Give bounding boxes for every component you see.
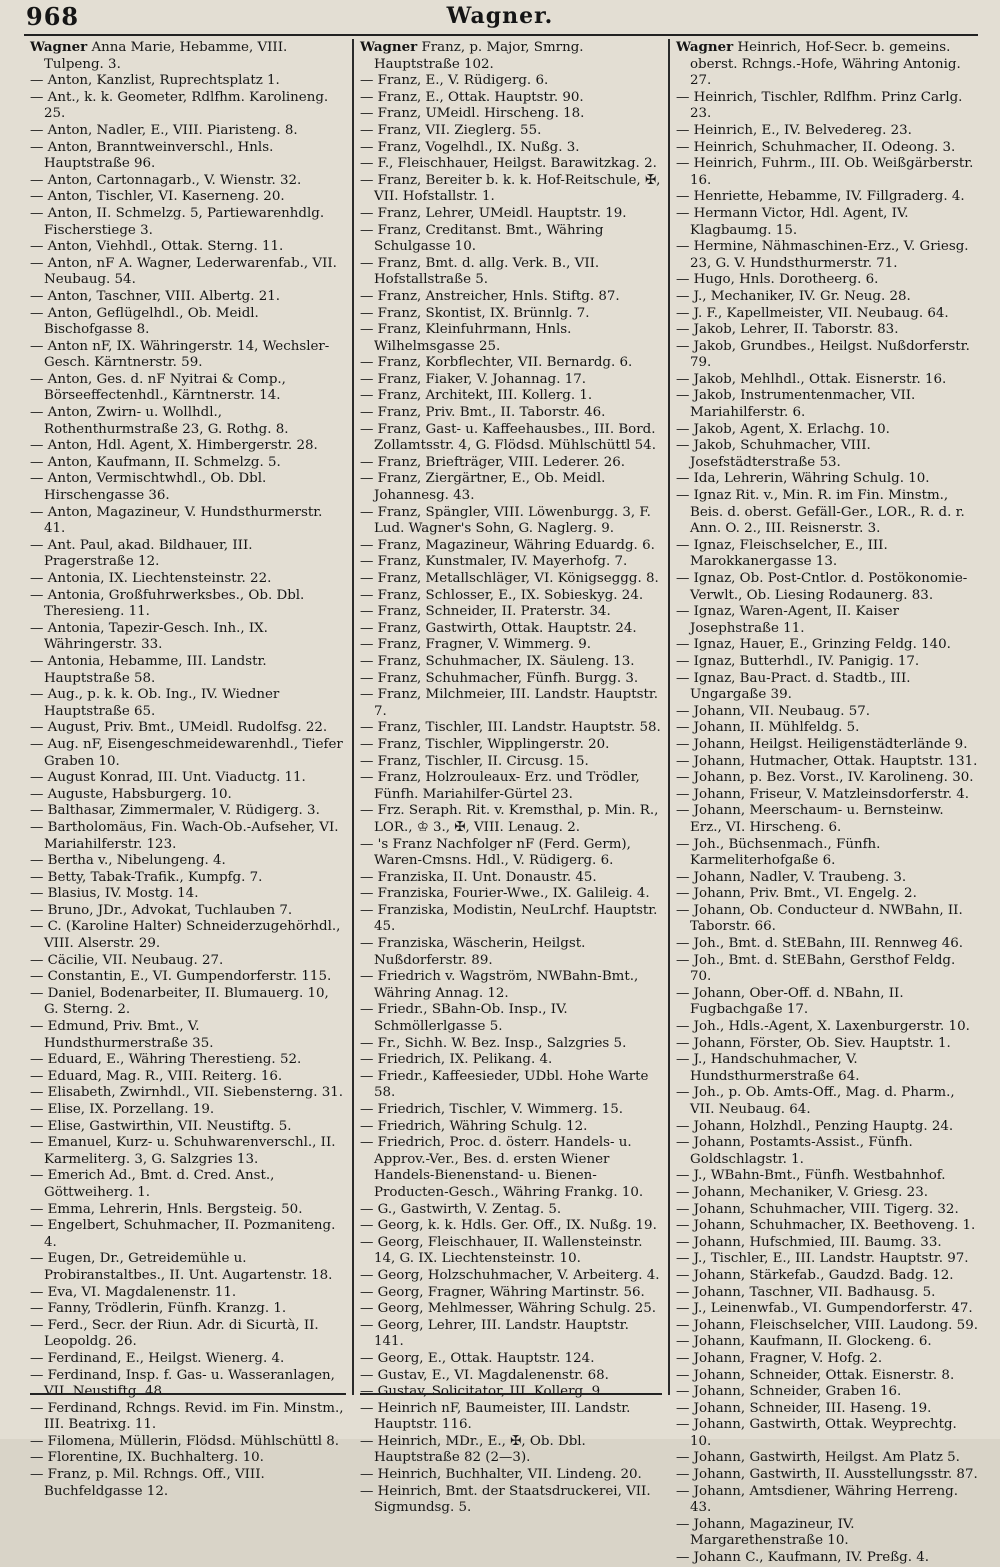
directory-entry: — Johann, Amtsdiener, Währing Herreng. 43. — [676, 1483, 958, 1516]
directory-entry: — Franz, Lehrer, UMeidl. Hauptstr. 19. — [360, 205, 627, 221]
directory-entry: — Jakob, Agent, X. Erlachg. 10. — [676, 421, 890, 437]
directory-entry: — Anton, Taschner, VIII. Albertg. 21. — [30, 288, 281, 304]
directory-entry: — Aug., p. k. k. Ob. Ing., IV. Wiedner Hauptstraße 65. — [30, 687, 280, 719]
directory-entry: — Heinrich, MDr., E., ✠, Ob. Dbl. Hauptstraße 82 (2—3). — [360, 1433, 586, 1466]
directory-entry: — Franz, Bereiter b. k. k. Hof-Reitschule, ✠, VII. Hofstallstr. 1. — [360, 172, 661, 205]
directory-entry: — Ferdinand, Rchngs. Revid. im Fin. Minstm., III. Beatrixg. 11. — [30, 1400, 344, 1433]
directory-entry: — Franziska, II. Unt. Donaustr. 45. — [360, 869, 597, 885]
directory-entry: — Franz, Holzrouleaux- Erz. und Trödler, Fünfh. Mariahilfer-Gürtel 23. — [360, 770, 640, 802]
directory-entry: — Joh., p. Ob. Amts-Off., Mag. d. Pharm., VII. Neubaug. 64. — [676, 1085, 955, 1117]
directory-entry: — J., Handschuhmacher, V. Hundsthurmerstraße 64. — [676, 1052, 860, 1084]
directory-entry: — Hermann Victor, Hdl. Agent, IV. Klagbaumg. 15. — [676, 205, 909, 238]
directory-entry: — Franz, Fiaker, V. Johannag. 17. — [360, 371, 587, 387]
column-end-rule — [360, 1393, 662, 1395]
directory-entry: — Friedrich, Tischler, V. Wimmerg. 15. — [360, 1102, 624, 1117]
directory-entry: — 's Franz Nachfolger nF (Ferd. Germ), Waren-Cmsns. Hdl., V. Rüdigerg. 6. — [360, 836, 631, 869]
directory-entry: — Johann, Schneider, Graben 16. — [676, 1384, 902, 1400]
directory-entry: — Friedrich, IX. Pelikang. 4. — [360, 1052, 553, 1068]
directory-entry: — Cäcilie, VII. Neubaug. 27. — [30, 952, 224, 968]
column-divider — [668, 39, 670, 1395]
directory-entry: — Ignaz, Bau-Pract. d. Stadtb., III. Ungargaße 39. — [676, 670, 911, 703]
directory-entry: — Ferdinand, Insp. f. Gas- u. Wasseranlagen, VII. Neustiftg. 48. — [30, 1367, 335, 1400]
directory-entry: — Ant., k. k. Geometer, Rdlfhm. Karolineng. 25. — [30, 89, 329, 122]
directory-entry: — Georg, Holzschuhmacher, V. Arbeiterg. 4. — [360, 1267, 660, 1283]
directory-entry: — Anton, Kaufmann, II. Schmelzg. 5. — [30, 454, 281, 470]
directory-entry: — Filomena, Müllerin, Flödsd. Mühlschüttl 8. — [30, 1433, 340, 1449]
directory-entry: — August Konrad, III. Unt. Viaductg. 11. — [30, 770, 306, 786]
directory-entry: — Johann, Meerschaum- u. Bernsteinw. Erz., VI. Hirscheng. 6. — [676, 803, 944, 835]
directory-entry: — Ignaz, Fleischselcher, E., III. Marokkanergasse 13. — [676, 537, 888, 570]
directory-entry: — Anton, Magazineur, V. Hundsthurmerstr. 41. — [30, 504, 323, 537]
running-head: Wagner. — [446, 3, 554, 29]
directory-entry: — Franz, Tischler, III. Landstr. Hauptstr. 58. — [360, 720, 661, 736]
directory-entry: — Franz, Milchmeier, III. Landstr. Hauptstr. 7. — [360, 687, 659, 719]
directory-entry: — Johann, Gastwirth, Ottak. Weyprechtg. 10. — [676, 1417, 957, 1449]
directory-entry: — Franziska, Wäscherin, Heilgst. Nußdorferstr. 89. — [360, 936, 586, 968]
directory-entry: — Jakob, Mehlhdl., Ottak. Eisnerstr. 16. — [676, 371, 947, 387]
directory-entry: — Johann, Fragner, V. Hofg. 2. — [676, 1350, 883, 1366]
directory-entry: — Bruno, JDr., Advokat, Tuchlauben 7. — [30, 902, 293, 918]
directory-entry: — Johann, Förster, Ob. Siev. Hauptstr. 1. — [676, 1035, 951, 1051]
directory-entry: — Anton, Branntweinverschl., Hnls. Hauptstraße 96. — [30, 139, 274, 172]
column-2 — [360, 39, 662, 1516]
directory-entry: — Emma, Lehrerin, Hnls. Bergsteig. 50. — [30, 1201, 303, 1217]
directory-entry: — J., Mechaniker, IV. Gr. Neug. 28. — [676, 288, 911, 304]
directory-entry: Wagner Anna Marie, Hebamme, VIII. Tulpeng. 3. — [30, 39, 288, 72]
directory-entry: — J. F., Kapellmeister, VII. Neubaug. 64. — [676, 305, 949, 321]
directory-entry: — August, Priv. Bmt., UMeidl. Rudolfsg. 22. — [30, 720, 328, 736]
directory-entry: — Hermine, Nähmaschinen-Erz., V. Griesg. 23, G. V. Hundsthurmerstr. 71. — [676, 239, 969, 271]
directory-entry: — Johann, Priv. Bmt., VI. Engelg. 2. — [676, 886, 917, 902]
directory-entry: — Anton, Vermischtwhdl., Ob. Dbl. Hirschengasse 36. — [30, 471, 267, 504]
directory-entry: — Ignaz Rit. v., Min. R. im Fin. Minstm., Beis. d. oberst. Gefäll-Ger., LOR., R. d. r. Ann. O. 2., III. Reisnerstr. 3. — [676, 488, 965, 537]
directory-entry: — Jakob, Lehrer, II. Taborstr. 83. — [676, 322, 899, 338]
directory-entry: — Friedrich v. Wagström, NWBahn-Bmt., Währing Annag. 12. — [360, 969, 639, 1001]
directory-entry: — Anton, Kanzlist, Ruprechtsplatz 1. — [30, 73, 280, 89]
directory-entry: Wagner Heinrich, Hof-Secr. b. gemeins. oberst. Rchngs.-Hofe, Währing Antonig. 27. — [676, 39, 961, 89]
directory-entry: — Johann, VII. Neubaug. 57. — [676, 703, 871, 719]
directory-entry: — Johann, Schneider, Ottak. Eisnerstr. 8. — [676, 1367, 955, 1383]
directory-entry: — Heinrich, Schuhmacher, II. Odeong. 3. — [676, 139, 956, 155]
directory-entry: — Joh., Bmt. d. StEBahn, III. Rennweg 46. — [676, 936, 964, 952]
directory-entry: — Jakob, Instrumentenmacher, VII. Mariahilferstr. 6. — [676, 388, 916, 421]
directory-entry: — Johann, Schneider, III. Haseng. 19. — [676, 1400, 932, 1416]
directory-entry: — Franz, Tischler, Wipplingerstr. 20. — [360, 736, 610, 752]
directory-entry: — F., Fleischhauer, Heilgst. Barawitzkag. 2. — [360, 156, 657, 172]
directory-entry: — Anton, Cartonnagarb., V. Wienstr. 32. — [30, 172, 302, 188]
directory-entry: — Johann, Ob. Conducteur d. NWBahn, II. Taborstr. 66. — [676, 902, 963, 935]
directory-entry: — Franz, Magazineur, Währing Eduardg. 6. — [360, 537, 655, 553]
column-end-rule — [30, 1393, 346, 1395]
directory-entry: — Antonia, Großfuhrwerksbes., Ob. Dbl. Theresieng. 11. — [30, 587, 305, 620]
directory-entry: — Franziska, Modistin, NeuLrchf. Hauptstr. 45. — [360, 902, 658, 935]
column-divider — [352, 39, 354, 1395]
directory-entry: — Eugen, Dr., Getreidemühle u. Probiranstaltbes., II. Unt. Augartenstr. 18. — [30, 1251, 333, 1283]
directory-entry: — Franz, Schuhmacher, IX. Säuleng. 13. — [360, 653, 635, 669]
directory-entry: — Blasius, IV. Mostg. 14. — [30, 886, 199, 902]
directory-entry: — Johann, II. Mühlfeldg. 5. — [676, 720, 860, 736]
directory-entry: — Johann, Kaufmann, II. Glockeng. 6. — [676, 1334, 932, 1350]
directory-entry: — Jakob, Schuhmacher, VIII. Josefstädterstraße 53. — [676, 438, 871, 470]
directory-entry: — J., Leinenwfab., VI. Gumpendorferstr. 47. — [676, 1301, 973, 1317]
directory-entry: — Elise, IX. Porzellang. 19. — [30, 1102, 215, 1117]
directory-entry: — J., Tischler, E., III. Landstr. Hauptstr. 97. — [676, 1251, 969, 1267]
directory-entry: — Franz, Kunstmaler, IV. Mayerhofg. 7. — [360, 554, 628, 570]
directory-entry: Wagner Franz, p. Major, Smrng. Hauptstraße 102. — [360, 39, 584, 72]
directory-entry: — Johann, Hufschmied, III. Baumg. 33. — [676, 1234, 942, 1250]
directory-entry: — Ignaz, Ob. Post-Cntlor. d. Postökonomie-Verwlt., Ob. Liesing Rodaunerg. 83. — [676, 571, 968, 603]
column-1 — [30, 39, 346, 1499]
directory-entry: — Anton, Tischler, VI. Kaserneng. 20. — [30, 189, 285, 205]
directory-entry: — Anton, nF A. Wagner, Lederwarenfab., VII. Neubaug. 54. — [30, 255, 337, 288]
directory-entry: — Antonia, Tapezir-Gesch. Inh., IX. Währingerstr. 33. — [30, 620, 268, 653]
directory-entry: — Aug. nF, Eisengeschmeidewarenhdl., Tiefer Graben 10. — [30, 736, 343, 769]
directory-entry: — Elise, Gastwirthin, VII. Neustiftg. 5. — [30, 1118, 292, 1134]
directory-entry: — Georg, Fleischhauer, II. Wallensteinstr. 14, G. IX. Liechtensteinstr. 10. — [360, 1234, 643, 1267]
directory-entry: — Franz, Ziergärtner, E., Ob. Meidl. Johannesg. 43. — [360, 471, 606, 504]
directory-entry: — Friedr., Kaffeesieder, UDbl. Hohe Warte 58. — [360, 1068, 649, 1101]
directory-entry: — Johann, Holzhdl., Penzing Hauptg. 24. — [676, 1118, 954, 1134]
directory-entry: — Franz, Skontist, IX. Brünnlg. 7. — [360, 305, 590, 321]
directory-entry: — Anton, Geflügelhdl., Ob. Meidl. Bischofgasse 8. — [30, 305, 259, 338]
directory-entry: — Georg, E., Ottak. Hauptstr. 124. — [360, 1350, 595, 1366]
directory-entry: — Franz, Tischler, II. Circusg. 15. — [360, 753, 589, 769]
directory-entry: — Ida, Lehrerin, Währing Schulg. 10. — [676, 471, 930, 487]
directory-entry: — Franz, Fragner, V. Wimmerg. 9. — [360, 637, 591, 653]
directory-entry: — Franziska, Fourier-Wwe., IX. Galileig. 4. — [360, 886, 650, 902]
directory-entry: — Georg, Lehrer, III. Landstr. Hauptstr. 141. — [360, 1317, 629, 1350]
directory-entry: — Johann, Magazineur, IV. Margarethenstraße 10. — [676, 1516, 855, 1549]
directory-entry: — Gustav, E., VI. Magdalenenstr. 68. — [360, 1367, 609, 1383]
directory-entry: — Antonia, Hebamme, III. Landstr. Hauptstraße 58. — [30, 653, 267, 686]
directory-entry: — Franz, E., V. Rüdigerg. 6. — [360, 73, 549, 89]
directory-entry: — Eduard, Mag. R., VIII. Reiterg. 16. — [30, 1068, 283, 1084]
directory-entry: — Antonia, IX. Liechtensteinstr. 22. — [30, 571, 272, 586]
directory-entry: — Engelbert, Schuhmacher, II. Pozmaniteng. 4. — [30, 1218, 336, 1250]
directory-entry: — Franz, Metallschläger, VI. Königseggg. 8. — [360, 571, 659, 586]
directory-entry: — Franz, Schuhmacher, Fünfh. Burgg. 3. — [360, 670, 639, 686]
directory-entry: — Florentine, IX. Buchhalterg. 10. — [30, 1450, 264, 1466]
directory-entry: — Elisabeth, Zwirnhdl., VII. Siebensterng. 31. — [30, 1085, 344, 1101]
directory-entry: — Gustav, Solicitator, III. Kollerg. 9. — [360, 1384, 605, 1400]
directory-entry: — Johann, Schuhmacher, VIII. Tigerg. 32. — [676, 1201, 959, 1217]
directory-entry: — Friedrich, Währing Schulg. 12. — [360, 1118, 588, 1134]
directory-entry: — Franz, Kleinfuhrmann, Hnls. Wilhelmsgasse 25. — [360, 322, 572, 354]
directory-entry: — Heinrich nF, Baumeister, III. Landstr. Hauptstr. 116. — [360, 1400, 631, 1433]
directory-entry: — Ferd., Secr. der Riun. Adr. di Sicurtà, II. Leopoldg. 26. — [30, 1317, 319, 1350]
directory-entry: — Eva, VI. Magdalenenstr. 11. — [30, 1284, 237, 1300]
directory-entry: — Ant. Paul, akad. Bildhauer, III. Pragerstraße 12. — [30, 537, 253, 570]
directory-entry: — Georg, Mehlmesser, Währing Schulg. 25. — [360, 1301, 657, 1317]
directory-entry: — Hugo, Hnls. Dorotheerg. 6. — [676, 272, 879, 288]
directory-entry: — Emanuel, Kurz- u. Schuhwarenverschl., II. Karmeliterg. 3, G. Salzgries 13. — [30, 1135, 336, 1167]
directory-entry: — Franz, Schlosser, E., IX. Sobieskyg. 24. — [360, 587, 644, 603]
column-3 — [676, 39, 978, 1566]
directory-entry: — Daniel, Bodenarbeiter, II. Blumauerg. 10, G. Sterng. 2. — [30, 985, 329, 1018]
directory-entry: — Anton, Hdl. Agent, X. Himbergerstr. 28. — [30, 438, 318, 454]
directory-entry: — Heinrich, Bmt. der Staatsdruckerei, VII. Sigmundsg. 5. — [360, 1483, 651, 1516]
directory-entry: — C. (Karoline Halter) Schneiderzugehörhdl., VIII. Alserstr. 29. — [30, 919, 341, 952]
directory-entry: — Franz, Gastwirth, Ottak. Hauptstr. 24. — [360, 620, 637, 636]
directory-entry: — Johann, Gastwirth, II. Ausstellungsstr. 87. — [676, 1467, 978, 1483]
header-rule — [24, 34, 978, 36]
directory-entry: — Johann, p. Bez. Vorst., IV. Karolineng. 30. — [676, 770, 974, 786]
directory-entry: — Johann, Heilgst. Heiligenstädterlände 9. — [676, 736, 968, 752]
directory-entry: — Franz, Schneider, II. Praterstr. 34. — [360, 604, 611, 620]
directory-entry: — Anton, Nadler, E., VIII. Piaristeng. 8. — [30, 122, 298, 138]
directory-entry: — Anton, II. Schmelzg. 5, Partiewarenhdlg. Fischerstiege 3. — [30, 205, 325, 238]
directory-entry: — Anton, Ges. d. nF Nyitrai & Comp., Börseeffectenhdl., Kärntnerstr. 14. — [30, 371, 286, 404]
directory-entry: — Johann, Schuhmacher, IX. Beethoveng. 1. — [676, 1218, 976, 1234]
directory-entry: — Johann, Postamts-Assist., Fünfh. Goldschlagstr. 1. — [676, 1135, 913, 1167]
directory-entry: — Fanny, Trödlerin, Fünfh. Kranzg. 1. — [30, 1301, 287, 1317]
directory-entry: — Franz, Spängler, VIII. Löwenburgg. 3, F. Lud. Wagner's Sohn, G. Naglerg. 9. — [360, 504, 651, 537]
directory-entry: — Franz, Korbflechter, VII. Bernardg. 6. — [360, 355, 633, 371]
directory-entry: — Georg, Fragner, Währing Martinstr. 56. — [360, 1284, 645, 1300]
directory-entry: — J., WBahn-Bmt., Fünfh. Westbahnhof. — [676, 1168, 946, 1184]
directory-entry: — Johann, Nadler, V. Traubeng. 3. — [676, 869, 907, 885]
directory-entry: — Jakob, Grundbes., Heilgst. Nußdorferstr. 79. — [676, 338, 970, 371]
directory-entry: — Henriette, Hebamme, IV. Fillgraderg. 4. — [676, 189, 965, 205]
directory-entry: — Ignaz, Waren-Agent, II. Kaiser Josephstraße 11. — [676, 604, 899, 636]
directory-entry: — Johann C., Kaufmann, IV. Preßg. 4. — [676, 1550, 930, 1566]
directory-entry: — Franz, Anstreicher, Hnls. Stiftg. 87. — [360, 288, 620, 304]
directory-entry: — Friedrich, Proc. d. österr. Handels- u. Approv.-Ver., Bes. d. ersten Wiener Handels-Bienenstand- u. Bienen-Producten-Gesch., Währing Frankg. 10. — [360, 1135, 644, 1200]
directory-entry: — Ignaz, Butterhdl., IV. Panigig. 17. — [676, 653, 920, 669]
directory-entry: — Anton, Viehhdl., Ottak. Sterng. 11. — [30, 239, 284, 255]
directory-entry: — Eduard, E., Währing Therestieng. 52. — [30, 1052, 302, 1068]
directory-entry: — Ignaz, Hauer, E., Grinzing Feldg. 140. — [676, 637, 951, 653]
directory-entry: — Franz, Briefträger, VIII. Lederer. 26. — [360, 454, 626, 470]
directory-entry: — Franz, Vogelhdl., IX. Nußg. 3. — [360, 139, 580, 155]
directory-entry: — Franz, Priv. Bmt., II. Taborstr. 46. — [360, 405, 606, 421]
directory-entry: — Bertha v., Nibelungeng. 4. — [30, 853, 226, 869]
directory-entry: — Johann, Mechaniker, V. Griesg. 23. — [676, 1184, 928, 1200]
directory-entry: — Franz, VII. Zieglerg. 55. — [360, 122, 542, 138]
directory-entry: — Franz, Creditanst. Bmt., Währing Schulgasse 10. — [360, 222, 604, 255]
directory-entry: — Johann, Ober-Off. d. NBahn, II. Fugbachgaße 17. — [676, 985, 904, 1018]
directory-entry: — Johann, Gastwirth, Heilgst. Am Platz 5. — [676, 1450, 960, 1466]
directory-entry: — Franz, UMeidl. Hirscheng. 18. — [360, 106, 585, 122]
directory-entry: — Constantin, E., VI. Gumpendorferstr. 115. — [30, 969, 332, 985]
directory-entry: — Joh., Büchsenmach., Fünfh. Karmeliterhofgaße 6. — [676, 836, 881, 869]
directory-entry: — Ferdinand, E., Heilgst. Wienerg. 4. — [30, 1350, 285, 1366]
directory-entry: — Franz, Gast- u. Kaffeehausbes., III. Bord. Zollamtsstr. 4, G. Flödsd. Mühlschüttl 54. — [360, 421, 656, 454]
directory-entry: — Bartholomäus, Fin. Wach-Ob.-Aufseher, VI. Mariahilferstr. 123. — [30, 819, 339, 852]
directory-entry: — Johann, Taschner, VII. Badhausg. 5. — [676, 1284, 936, 1300]
directory-entry: — G., Gastwirth, V. Zentag. 5. — [360, 1201, 562, 1217]
directory-entry: — Heinrich, E., IV. Belvedereg. 23. — [676, 122, 912, 138]
directory-entry: — Heinrich, Buchhalter, VII. Lindeng. 20. — [360, 1467, 642, 1483]
directory-entry: — Frz. Seraph. Rit. v. Kremsthal, p. Min. R., LOR., ♔ 3., ✠, VIII. Lenaug. 2. — [360, 803, 659, 835]
directory-entry: — Friedr., SBahn-Ob. Insp., IV. Schmöllerlgasse 5. — [360, 1002, 568, 1035]
page-header — [0, 0, 1000, 32]
directory-entry: — Franz, Architekt, III. Kollerg. 1. — [360, 388, 593, 404]
directory-entry: — Johann, Fleischselcher, VIII. Laudong. 59. — [676, 1317, 978, 1333]
directory-entry: — Franz, Bmt. d. allg. Verk. B., VII. Hofstallstraße 5. — [360, 255, 600, 288]
directory-entry: — Anton, Zwirn- u. Wollhdl., Rothenthurmstraße 23, G. Rothg. 8. — [30, 405, 289, 437]
directory-entry: — Balthasar, Zimmermaler, V. Rüdigerg. 3. — [30, 803, 320, 819]
directory-entry: — Georg, k. k. Hdls. Ger. Off., IX. Nußg. 19. — [360, 1218, 657, 1234]
directory-entry: — Johann, Stärkefab., Gaudzd. Badg. 12. — [676, 1267, 954, 1283]
directory-entry: — Emerich Ad., Bmt. d. Cred. Anst., Göttweiherg. 1. — [30, 1168, 275, 1200]
directory-entry: — Joh., Bmt. d. StEBahn, Gersthof Feldg. 70. — [676, 952, 956, 985]
directory-entry: — Anton nF, IX. Währingerstr. 14, Wechsler-Gesch. Kärntnerstr. 59. — [30, 338, 330, 371]
directory-entry: — Heinrich, Tischler, Rdlfhm. Prinz Carlg. 23. — [676, 89, 963, 122]
directory-entry: — Johann, Friseur, V. Matzleinsdorferstr. 4. — [676, 786, 970, 802]
directory-entry: — Edmund, Priv. Bmt., V. Hundsthurmerstraße 35. — [30, 1019, 214, 1051]
directory-entry: — Auguste, Habsburgerg. 10. — [30, 786, 232, 802]
directory-entry: — Johann, Hutmacher, Ottak. Hauptstr. 131. — [676, 753, 978, 769]
directory-entry: — Franz, E., Ottak. Hauptstr. 90. — [360, 89, 584, 105]
directory-entry: — Betty, Tabak-Trafik., Kumpfg. 7. — [30, 869, 263, 885]
directory-entry: — Joh., Hdls.-Agent, X. Laxenburgerstr. 10. — [676, 1019, 970, 1035]
page-number: 968 — [26, 2, 80, 31]
directory-entry: — Heinrich, Fuhrm., III. Ob. Weißgärberstr. 16. — [676, 156, 974, 188]
directory-entry: — Franz, p. Mil. Rchngs. Off., VIII. Buchfeldgasse 12. — [30, 1467, 265, 1499]
directory-entry: — Fr., Sichh. W. Bez. Insp., Salzgries 5. — [360, 1035, 627, 1051]
